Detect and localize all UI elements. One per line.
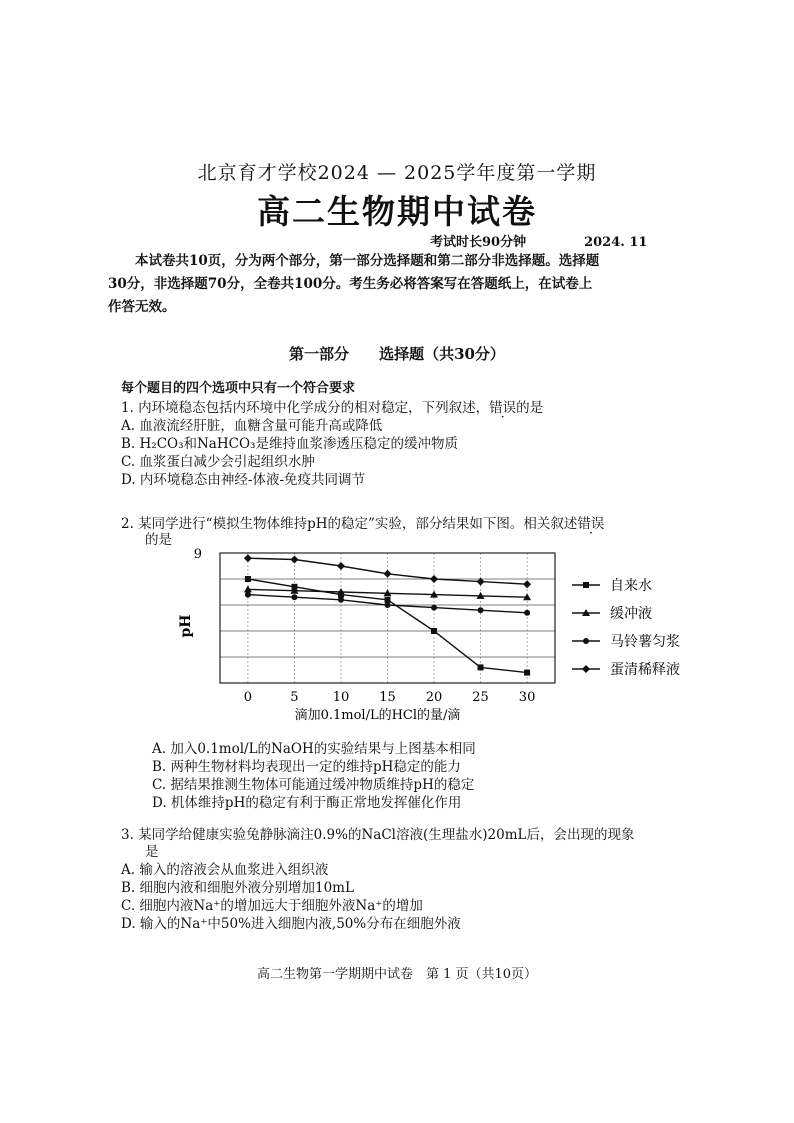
part-title: 第一部分 [289,345,350,363]
q1-stem-end: 的是 [516,400,544,416]
chart-axes [178,547,555,723]
chart-legend [572,577,680,678]
x-tick-label: 0 [243,690,253,705]
data-point [524,610,530,616]
q2-stem-end: 的是 [145,532,172,548]
legend-marker [583,638,589,644]
exam-instructions [108,250,686,319]
data-point [431,605,437,611]
exam-title: 高二生物期中试卷 [257,192,537,231]
q1-stem-emphasis: 错误 [489,400,517,416]
exam-duration: 考试时长90分钟 [430,235,527,250]
instructions-line-1: 本试卷共10页，分为两个部分，第一部分选择题和第二部分非选择题。选择题 [135,253,600,269]
data-point [338,597,344,603]
exam-date: 2024. 11 [584,235,648,250]
q2-option-b: B. 两种生物材料均表现出一定的维持pH稳定的能力 [152,759,461,775]
legend-item [572,633,680,650]
instructions-line-3: 作答无效。 [108,299,176,315]
data-point [523,580,531,588]
data-point [337,562,345,570]
data-point [385,597,391,603]
data-point [245,576,251,582]
y-tick-label: 9 [193,547,202,562]
school-title: 北京育才学校2024 — 2025学年度第一学期 [197,162,597,184]
x-tick-label: 10 [332,690,350,705]
q3-option-b: B. 细胞内液和细胞外液分别增加10mL [121,880,354,896]
q3-stem-end: 是 [145,844,159,860]
instructions-line-2: 30分，非选择题70分，全卷共100分。考生务必将答案写在答题纸上，在试卷上 [108,276,593,292]
q2-option-c: C. 据结果推测生物体可能通过缓冲物质维持pH的稳定 [152,777,475,793]
x-tick-label: 20 [425,690,443,705]
legend-item [572,661,680,678]
x-tick-label: 30 [518,690,536,705]
part-requirement: 每个题目的四个选项中只有一个符合要求 [121,381,356,396]
legend-label: 马铃薯匀浆 [610,634,680,650]
legend-label: 缓冲液 [610,606,652,622]
x-tick-label: 5 [290,690,299,705]
q2-stem-text: 2. 某同学进行“模拟生物体维持pH的稳定”实验，部分结果如下图。相关叙述 [121,516,578,532]
data-point [431,628,437,634]
data-point [384,570,392,578]
data-point [291,594,297,600]
q2-option-a: A. 加入0.1mol/L的NaOH的实验结果与上图基本相同 [152,741,476,757]
data-point [385,602,391,608]
q1-option-b: B. H₂CO₃和NaHCO₃是维持血浆渗透压稳定的缓冲物质 [121,436,458,452]
x-axis-label: 滴加0.1mol/L的HCl的量/滴 [294,708,461,723]
legend-marker [583,582,589,588]
legend-item [572,605,652,622]
y-axis-label: pH [178,614,194,638]
page-footer: 高二生物第一学期期中试卷 第 1 页（共10页） [256,967,538,982]
legend-label: 蛋清稀释液 [610,662,680,678]
q3-option-c: C. 细胞内液Na⁺的增加远大于细胞外液Na⁺的增加 [121,898,423,914]
q1-option-d: D. 内环境稳态由神经-体液-免疫共同调节 [121,472,366,488]
x-tick-label: 25 [472,690,489,705]
q1-option-a: A. 血液流经肝脏，血糖含量可能升高或降低 [121,418,383,434]
q3-option-d: D. 输入的Na⁺中50%进入细胞内液,50%分布在细胞外液 [121,916,461,932]
x-tick-label: 15 [379,690,396,705]
q3-stem: 3. 某同学给健康实验兔静脉滴注0.9%的NaCl溶液(生理盐水)20mL后，会出现的现象 [121,827,635,843]
q1-stem-text: 1. 内环境稳态包括内环境中化学成分的相对稳定，下列叙述， [121,400,490,416]
data-point [430,575,438,583]
data-point [290,556,298,564]
ph-line-chart [170,545,690,725]
legend-marker [582,665,590,673]
q3-option-a: A. 输入的溶液会从血浆进入组织液 [121,862,329,878]
part-heading [0,343,794,364]
exam-meta [430,231,647,250]
part-subtitle: 选择题（共30分） [379,345,505,363]
data-point [524,670,530,676]
legend-label: 自来水 [610,578,652,594]
q1-stem [121,396,543,416]
legend-item [572,577,652,594]
q2-option-d: D. 机体维持pH的稳定有利于酶正常地发挥催化作用 [152,795,462,811]
q2-stem-emphasis: 错误 [577,516,605,532]
data-point [245,592,251,598]
q1-option-c: C. 血浆蛋白减少会引起组织水肿 [121,454,315,470]
data-point [478,664,484,670]
series-3 [244,554,531,588]
data-point [478,607,484,613]
data-point [244,554,252,562]
q2-stem [121,512,604,532]
